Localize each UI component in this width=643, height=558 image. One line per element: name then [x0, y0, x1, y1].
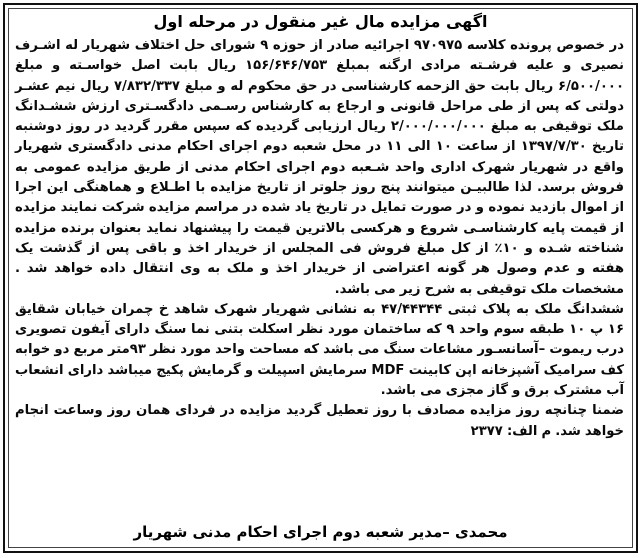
- notice-inner-border: [8, 8, 633, 548]
- notice-paragraph-main: در خصوص پرونده کلاسه ۹۷۰۹۷۵ اجرائیه صادر از حوزه ۹ شورای حل اختلاف شهریار له اشـرف نصیری و علیه فرشـته مرادی ارگنه بمبلغ ۱۵۶/۶۴۶/۷۵۳ ریال بابت اصل خواسـته و مبلغ ۶/۵۰۰/۰۰۰ ریال بابت حق الزحمه کارشناسی در حق محکوم له و مبلغ ۷/۸۳۲/۳۳۷ ریال نیم عشـر دولتی که پس از طی مراحل قانونی و ارجاع به کارشناس رسـمی دادگسـتری ارزش ششـدانگ ملک توقیفی به مبلغ ۲/۰۰۰/۰۰۰/۰۰۰ ریال ارزیابی گردیده که سپس مقرر گردید در روز دوشنبه تاریخ ۱۳۹۷/۷/۳۰ از ساعت ۱۰ الی ۱۱ در محل شعبه دوم اجرای احکام مدنی دادگستری شهریار واقع در شهریار شهرک اداری واحد شـعبه دوم اجرای احکام مدنی از طریق مزایده عمومی به فروش برسد. لذا طالبیـن میتوانند پنج روز جلوتر از تاریخ مزایده با اطـلاع و هماهنگی این اجرا از اموال بازدید نموده و در صورت تمایل در تاریخ یاد شده در مراسم مزایده شرکت نمایند مزایده از قیمت پایه کارشناسـی شروع و هرکسی بالاترین قیمت را پیشنهاد نماید بعنوان برنده مزایده شناخته شـده و ۱۰٪ از کل مبلغ فروش فی المجلس از خریدار اخذ و باقی پس از گذشت یک هفته و عدم وصول هر گونه اعتراضی از خریدار اخذ و ملک به وی انتقال داده خواهد شد . مشخصات ملک توقیفی به شرح زیر می باشد.: [15, 38, 624, 297]
- notice-title: اگهی مزایده مال غیر منقول در مرحله اول: [153, 12, 488, 31]
- notice-body: [15, 36, 624, 442]
- notice-paragraph-holiday: ضمنا چنانچه روز مزایده مصادف با روز تعطیل گردید مزایده در فردای همان روز وساعت انجام خواهد شد. م الف: ۲۳۷۷: [15, 403, 624, 439]
- notice-frame: [3, 3, 638, 553]
- notice-signature: محمدی –مدیر شعبه دوم اجرای احکام مدنی شهریار: [133, 523, 508, 541]
- notice-paragraph-property: ششدانگ ملک به پلاک ثبتی ۴۷/۴۴۳۴۴ به نشانی شهریار شهرک شاهد خ چمران خیابان شقایق ۱۶ پ ۱۰ طبقه سوم واحد ۹ که ساختمان مورد نظر اسکلت بتنی نما سنگ دارای آیفون تصویری درب ریموت –آسانسـور مشاعات سنگ می باشد که مساحت واحد مورد نظر ۹۳متر مربع دو خوابه کف سرامیک آشپزخانه اپن کابینت MDF سرمایش اسپیلت و گرمایش پکیج میباشد دارای انشعاب آب مشترک برق و گاز مجزی می باشد.: [15, 301, 624, 399]
